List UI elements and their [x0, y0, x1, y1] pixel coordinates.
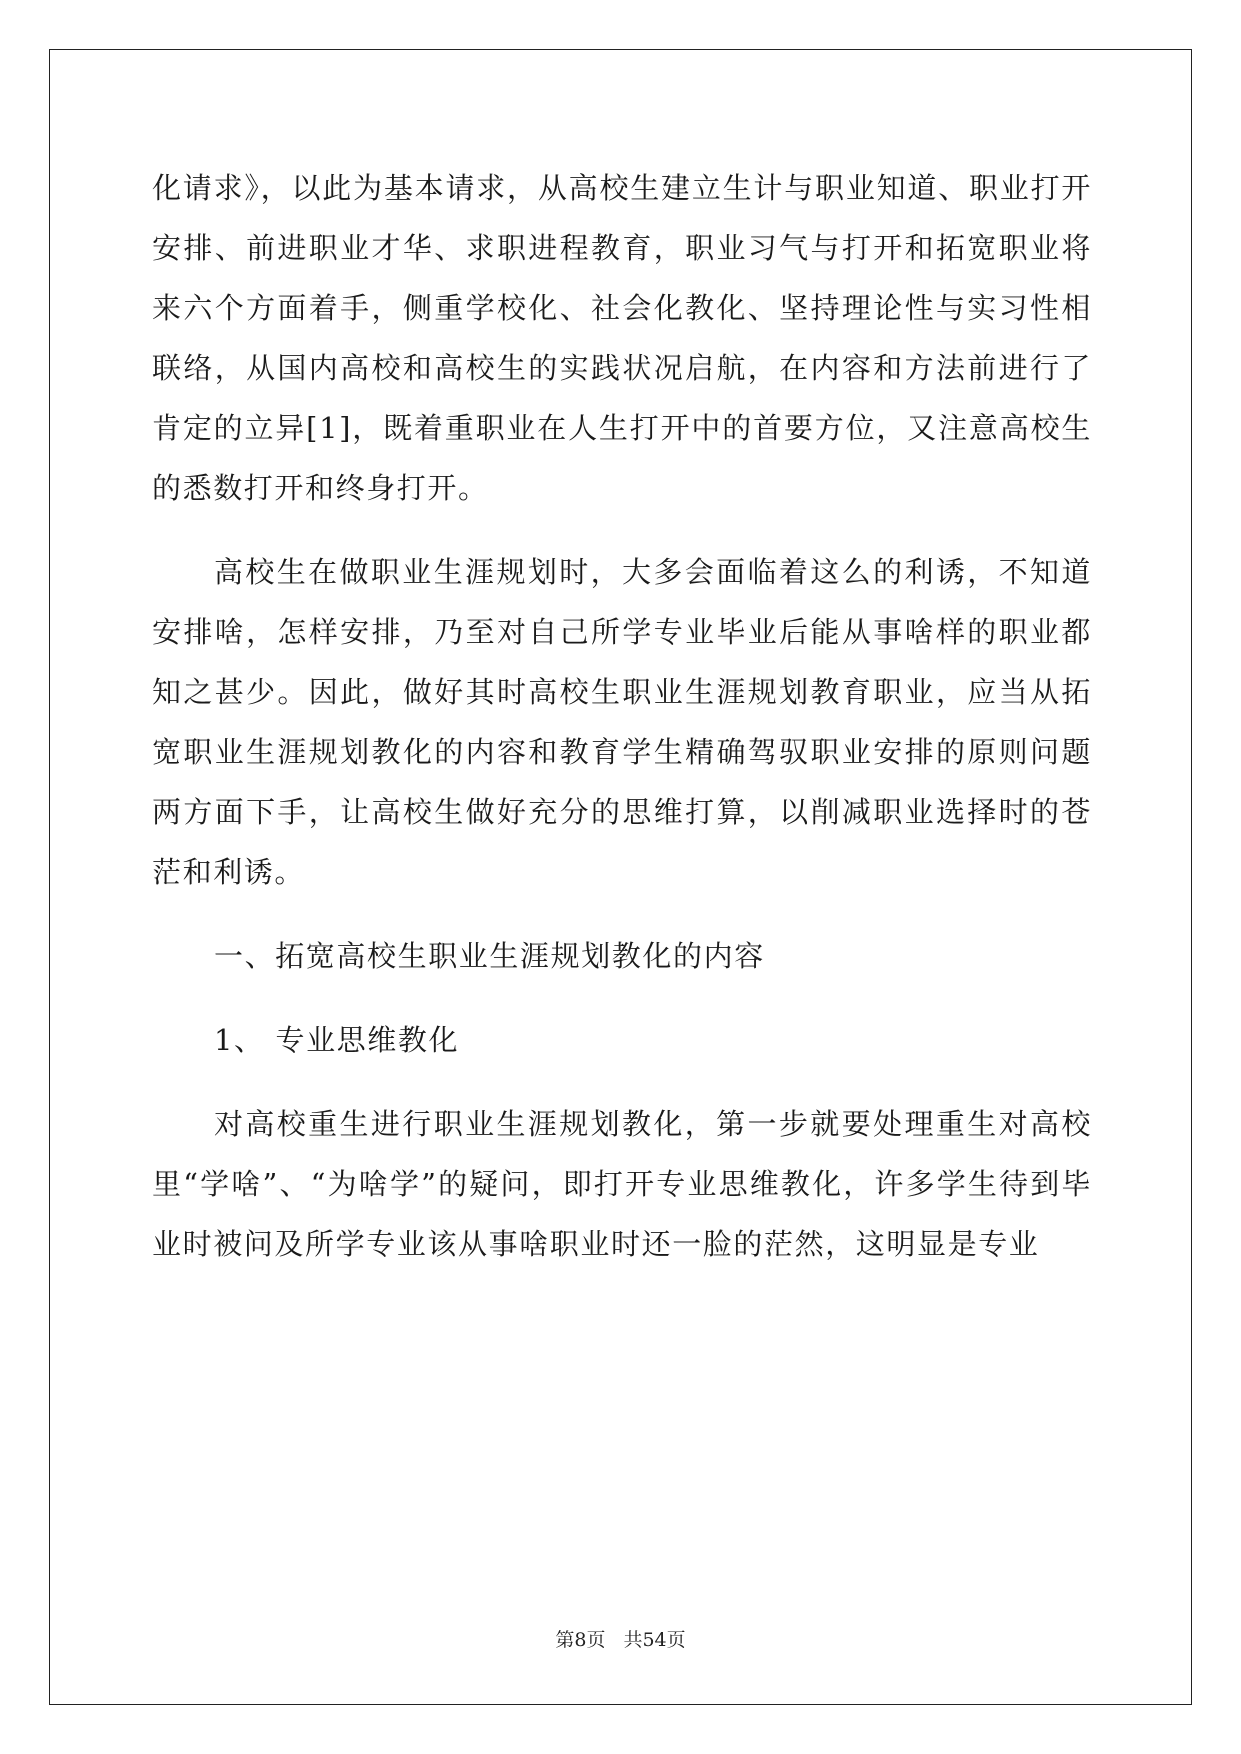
paragraph: 对高校重生进行职业生涯规划教化，第一步就要处理重生对高校里“学啥”、“为啥学”的疑问，即打开专业思维教化，许多学生待到毕业时被问及所学专业该从事啥职业时还一脸的茫然，这明显是专业	[152, 1107, 1092, 1261]
document-body	[152, 158, 1092, 1274]
page-number: 第8页	[555, 1629, 606, 1651]
paragraph: 高校生在做职业生涯规划时，大多会面临着这么的利诱，不知道安排啥，怎样安排，乃至对自己所学专业毕业后能从事啥样的职业都知之甚少。因此，做好其时高校生职业生涯规划教育职业，应当从拓宽职业生涯规划教化的内容和教育学生精确驾驭职业安排的原则问题两方面下手，让高校生做好充分的思维打算，以削减职业选择时的苍茫和利诱。	[152, 555, 1092, 889]
page-footer	[0, 1625, 1241, 1652]
subsection-heading: 1、 专业思维教化	[214, 1023, 460, 1057]
paragraph: 化请求》，以此为基本请求，从高校生建立生计与职业知道、职业打开安排、前进职业才华、求职进程教育，职业习气与打开和拓宽职业将来六个方面着手，侧重学校化、社会化教化、坚持理论性与实习性相联络，从国内高校和高校生的实践状况启航，在内容和方法前进行了肯定的立异[1]，既着重职业在人生打开中的首要方位，又注意高校生的悉数打开和终身打开。	[152, 171, 1092, 505]
section-heading: 一、拓宽高校生职业生涯规划教化的内容	[214, 939, 765, 973]
page-total: 共54页	[623, 1629, 686, 1651]
